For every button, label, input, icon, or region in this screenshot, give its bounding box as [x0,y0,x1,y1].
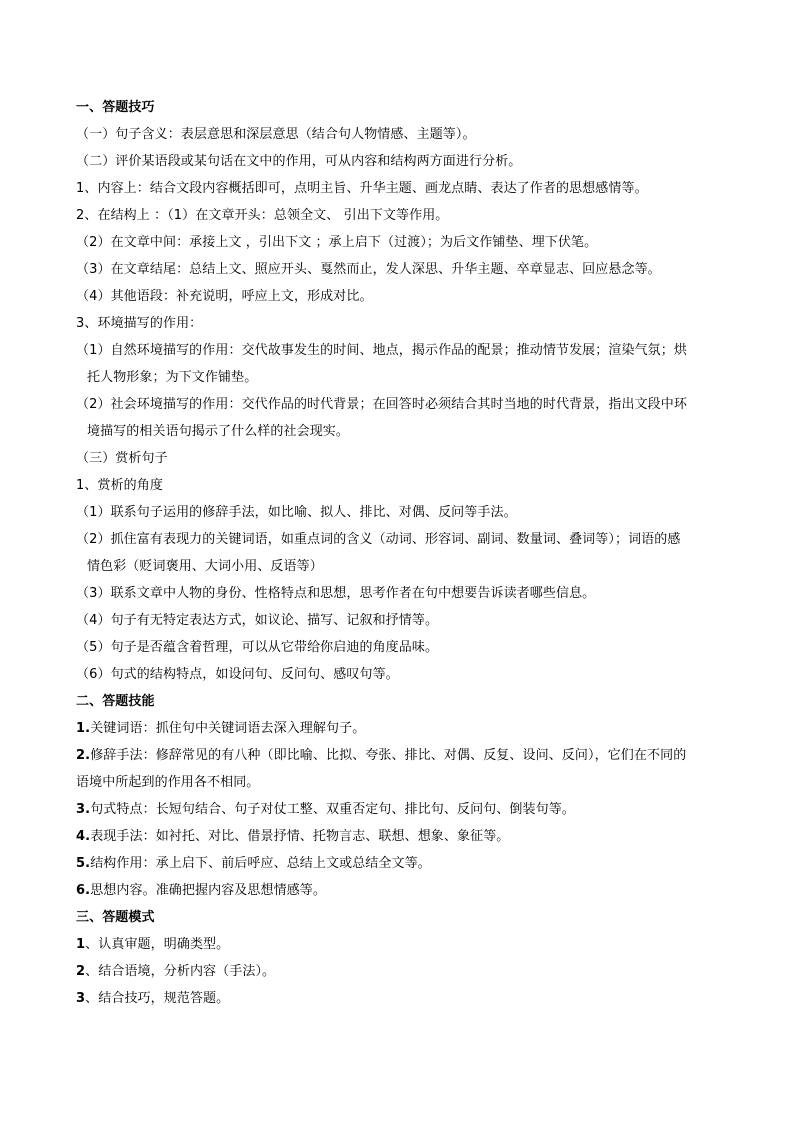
item-number: 2. [76,748,91,763]
paragraph-continuation: 托人物形象；为下文作铺垫。 [87,370,258,385]
paragraph-line: （3）联系文章中人物的身份、性格特点和思想，思考作者在句中想要告诉读者哪些信息。 [76,586,596,601]
paragraph-line: （一）句子含义：表层意思和深层意思（结合句人物情感、主题等）。 [76,127,476,142]
item-number: 4. [76,829,91,844]
paragraph-line: （1）联系句子运用的修辞手法，如比喻、拟人、排比、对偶、反问等手法。 [76,505,517,520]
numbered-item [76,958,726,985]
paragraph-line: 1、赏析的角度 [76,478,163,493]
item-text: 句式特点：长短句结合、句子对仗工整、双重否定句、排比句、反问句、倒装句等。 [90,802,575,817]
paragraph-line: （2）抓住富有表现力的关键词语，如重点词的含义（动词、形容词、副词、数量词、叠词等）；词语的感 [76,532,681,547]
paragraph-continuation: 境描写的相关语句揭示了什么样的社会现实。 [87,424,350,439]
item-text: 思想内容。准确把握内容及思想情感等。 [90,883,326,898]
item-number: 2 [76,964,86,979]
numbered-item [76,742,726,769]
item-text: 表现手法：如衬托、对比、借景抒情、托物言志、联想、想象、象征等。 [90,829,510,844]
item-text: 、结合语境，分析内容（手法）。 [85,964,276,979]
item-text: 、结合技巧，规范答题。 [85,991,230,1006]
numbered-item [76,850,726,877]
paragraph-line: （2）在文章中间：承接上文 ，引出下文 ；承上启下（过渡）；为后文作铺垫、埋下伏笔。 [76,235,598,250]
paragraph-line: （3）在文章结尾：总结上文、照应开头、戛然而止，发人深思、升华主题、卒章显志、回应悬念等。 [76,262,661,277]
item-number: 3 [76,991,86,1006]
paragraph-continuation: 情色彩（贬词褒用、大词小用、反语等） [87,559,323,574]
section-heading: 二、答题技能 [76,694,155,709]
paragraph-line: 3、环境描写的作用： [76,316,203,331]
numbered-item [76,877,726,904]
numbered-item [76,931,726,958]
paragraph-line: （4）其他语段：补充说明，呼应上文，形成对比。 [76,289,373,304]
paragraph-line: （4）句子有无特定表达方式，如议论、描写、记叙和抒情等。 [76,613,439,628]
item-number: 3. [76,802,91,817]
section-heading: 一、答题技巧 [76,100,155,115]
numbered-item [76,823,726,850]
item-number: 5. [76,856,91,871]
paragraph-line: （二）评价某语段或某句话在文中的作用，可从内容和结构两方面进行分析。 [76,154,522,169]
item-number: 1 [76,937,86,952]
item-number: 6. [76,883,91,898]
numbered-item [76,715,726,742]
paragraph-line: （5）句子是否蕴含着哲理，可以从它带给你启迪的角度品味。 [76,640,439,655]
paragraph-line: （三）赏析句子 [76,451,168,466]
item-text: 修辞手法：修辞常见的有八种（即比喻、比拟、夸张、排比、对偶、反复、设问、反问），它们在不同的 [90,748,687,763]
numbered-item [76,985,726,1012]
item-text: 关键词语：抓住句中关键词语去深入理解句子。 [90,721,366,736]
item-text: 结构作用：承上启下、前后呼应、总结上文或总结全文等。 [90,856,431,871]
paragraph-line: （6）句式的结构特点，如设问句、反问句、感叹句等。 [76,667,399,682]
paragraph-line: 1、内容上：结合文段内容概括即可，点明主旨、升华主题、画龙点睛、表达了作者的思想感情等。 [76,181,648,196]
item-text: 、认真审题，明确类型。 [85,937,230,952]
numbered-item [76,796,726,823]
item-number: 1. [76,721,91,736]
paragraph-line: （2）社会环境描写的作用：交代作品的时代背景；在回答时必须结合其时当地的时代背景，指出文段中环 [76,397,687,412]
section-heading: 三、答题模式 [76,910,155,925]
paragraph-line: 语境中所起到的作用各不相同。 [76,775,260,790]
document-body [76,94,726,1012]
paragraph-line: 2、在结构上 ：（1）在文章开头：总领全文、 引出下文等作用。 [76,208,449,223]
paragraph-line: （1）自然环境描写的作用：交代故事发生的时间、地点，揭示作品的配景；推动情节发展；渲染气氛；烘 [76,343,687,358]
